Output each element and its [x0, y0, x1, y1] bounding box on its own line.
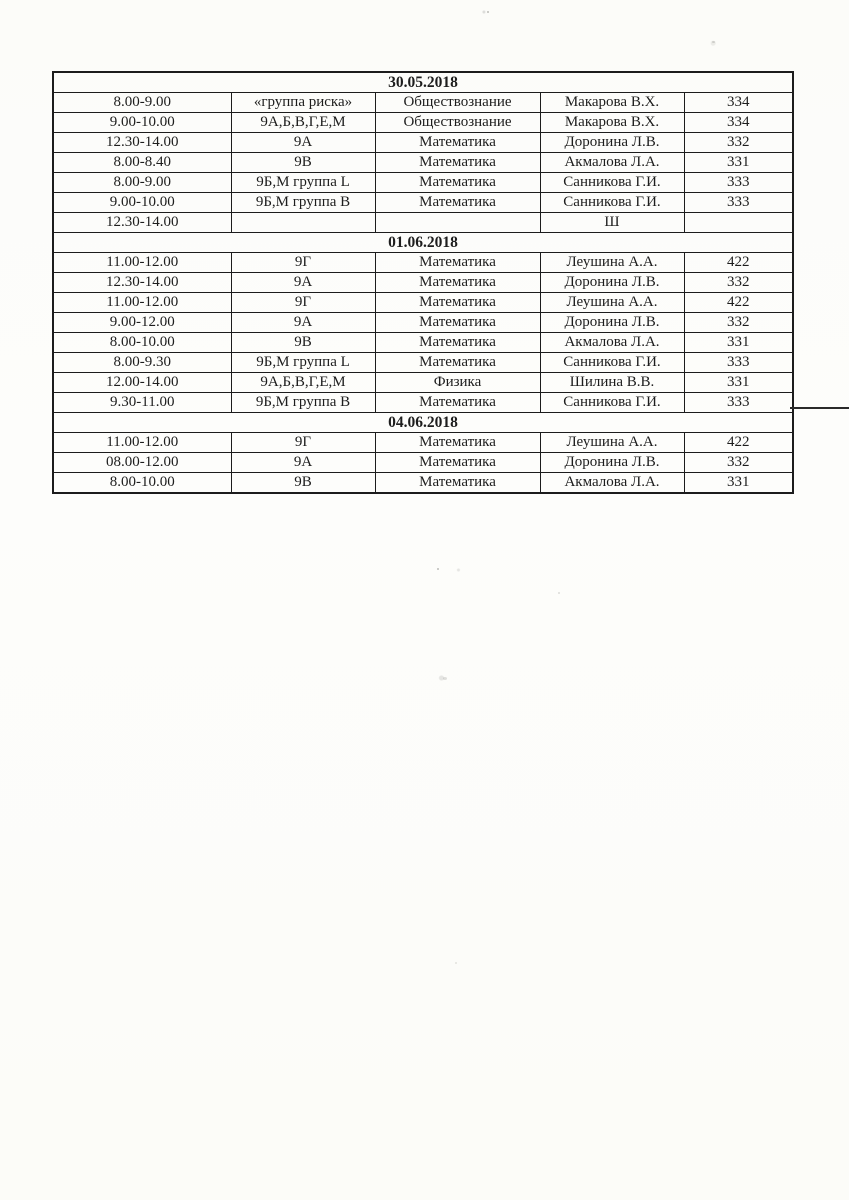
schedule-row	[53, 313, 793, 333]
schedule-row	[53, 373, 793, 393]
room-cell: 331	[684, 473, 793, 494]
subject-cell: Математика	[375, 293, 540, 313]
scan-speckle	[443, 677, 447, 680]
room-cell: 422	[684, 293, 793, 313]
subject-cell: Математика	[375, 153, 540, 173]
group-cell: 9А	[231, 313, 375, 333]
room-cell: 332	[684, 273, 793, 293]
time-cell: 9.00-10.00	[53, 113, 231, 133]
schedule-row	[53, 253, 793, 273]
group-cell: 9Б,М группа В	[231, 193, 375, 213]
room-cell: 334	[684, 113, 793, 133]
time-cell: 11.00-12.00	[53, 253, 231, 273]
subject-cell	[375, 213, 540, 233]
scan-speckle	[487, 11, 489, 13]
schedule-row	[53, 393, 793, 413]
schedule-row	[53, 173, 793, 193]
group-cell: 9В	[231, 153, 375, 173]
teacher-cell: Леушина А.А.	[540, 253, 684, 273]
teacher-cell: Акмалова Л.А.	[540, 153, 684, 173]
schedule-row	[53, 433, 793, 453]
time-cell: 11.00-12.00	[53, 433, 231, 453]
time-cell: 08.00-12.00	[53, 453, 231, 473]
group-cell: 9Б,М группа В	[231, 393, 375, 413]
time-cell: 8.00-10.00	[53, 333, 231, 353]
time-cell: 8.00-10.00	[53, 473, 231, 494]
group-cell: 9А,Б,В,Г,Е,М	[231, 113, 375, 133]
group-cell: 9А	[231, 273, 375, 293]
date-header: 01.06.2018	[53, 233, 793, 253]
scan-speckle	[712, 41, 715, 43]
group-cell: 9В	[231, 473, 375, 494]
subject-cell: Математика	[375, 353, 540, 373]
room-cell: 333	[684, 353, 793, 373]
time-cell: 12.30-14.00	[53, 133, 231, 153]
room-cell: 331	[684, 373, 793, 393]
subject-cell: Математика	[375, 253, 540, 273]
teacher-cell: Санникова Г.И.	[540, 173, 684, 193]
schedule-row	[53, 273, 793, 293]
room-cell: 332	[684, 133, 793, 153]
room-cell: 333	[684, 173, 793, 193]
room-cell: 331	[684, 333, 793, 353]
group-cell	[231, 213, 375, 233]
time-cell: 12.30-14.00	[53, 273, 231, 293]
room-cell: 422	[684, 433, 793, 453]
schedule-row	[53, 213, 793, 233]
room-cell: 333	[684, 193, 793, 213]
group-cell: 9Г	[231, 293, 375, 313]
room-cell: 334	[684, 93, 793, 113]
time-cell: 12.30-14.00	[53, 213, 231, 233]
time-cell: 8.00-9.30	[53, 353, 231, 373]
room-cell: 331	[684, 153, 793, 173]
date-header: 04.06.2018	[53, 413, 793, 433]
time-cell: 9.30-11.00	[53, 393, 231, 413]
room-cell: 333	[684, 393, 793, 413]
schedule-row	[53, 353, 793, 373]
teacher-cell: Шилина В.В.	[540, 373, 684, 393]
subject-cell: Математика	[375, 393, 540, 413]
teacher-cell: Доронина Л.В.	[540, 313, 684, 333]
subject-cell: Математика	[375, 433, 540, 453]
group-cell: «группа риска»	[231, 93, 375, 113]
subject-cell: Математика	[375, 173, 540, 193]
subject-cell: Математика	[375, 273, 540, 293]
subject-cell: Математика	[375, 133, 540, 153]
teacher-cell: Ш	[540, 213, 684, 233]
subject-cell: Математика	[375, 473, 540, 494]
teacher-cell: Леушина А.А.	[540, 293, 684, 313]
date-header: 30.05.2018	[53, 72, 793, 93]
time-cell: 11.00-12.00	[53, 293, 231, 313]
time-cell: 9.00-10.00	[53, 193, 231, 213]
room-cell: 332	[684, 313, 793, 333]
teacher-cell: Макарова В.Х.	[540, 113, 684, 133]
scan-speckle	[558, 592, 560, 594]
schedule-row	[53, 133, 793, 153]
teacher-cell: Доронина Л.В.	[540, 273, 684, 293]
group-cell: 9Б,М группа L	[231, 353, 375, 373]
date-header-row	[53, 413, 793, 433]
time-cell: 8.00-9.00	[53, 93, 231, 113]
schedule-row	[53, 293, 793, 313]
schedule-row	[53, 193, 793, 213]
subject-cell: Обществознание	[375, 113, 540, 133]
date-header-row	[53, 72, 793, 93]
group-cell: 9А,Б,В,Г,Е,М	[231, 373, 375, 393]
subject-cell: Математика	[375, 193, 540, 213]
teacher-cell: Доронина Л.В.	[540, 133, 684, 153]
teacher-cell: Доронина Л.В.	[540, 453, 684, 473]
subject-cell: Обществознание	[375, 93, 540, 113]
schedule-row	[53, 153, 793, 173]
teacher-cell: Акмалова Л.А.	[540, 473, 684, 494]
group-cell: 9Г	[231, 433, 375, 453]
subject-cell: Физика	[375, 373, 540, 393]
schedule-table	[52, 71, 794, 494]
time-cell: 12.00-14.00	[53, 373, 231, 393]
scan-artifact-line	[790, 407, 849, 409]
schedule-row	[53, 93, 793, 113]
teacher-cell: Санникова Г.И.	[540, 353, 684, 373]
teacher-cell: Макарова В.Х.	[540, 93, 684, 113]
subject-cell: Математика	[375, 313, 540, 333]
group-cell: 9В	[231, 333, 375, 353]
group-cell: 9Б,М группа L	[231, 173, 375, 193]
room-cell: 422	[684, 253, 793, 273]
teacher-cell: Санникова Г.И.	[540, 193, 684, 213]
schedule-row	[53, 113, 793, 133]
schedule-row	[53, 453, 793, 473]
teacher-cell: Акмалова Л.А.	[540, 333, 684, 353]
room-cell	[684, 213, 793, 233]
schedule-row	[53, 333, 793, 353]
date-header-row	[53, 233, 793, 253]
group-cell: 9А	[231, 453, 375, 473]
group-cell: 9Г	[231, 253, 375, 273]
teacher-cell: Санникова Г.И.	[540, 393, 684, 413]
time-cell: 8.00-8.40	[53, 153, 231, 173]
room-cell: 332	[684, 453, 793, 473]
time-cell: 9.00-12.00	[53, 313, 231, 333]
schedule-row	[53, 473, 793, 494]
group-cell: 9А	[231, 133, 375, 153]
time-cell: 8.00-9.00	[53, 173, 231, 193]
subject-cell: Математика	[375, 453, 540, 473]
subject-cell: Математика	[375, 333, 540, 353]
scan-speckle	[437, 568, 439, 570]
teacher-cell: Леушина А.А.	[540, 433, 684, 453]
scan-speckle	[455, 962, 457, 964]
